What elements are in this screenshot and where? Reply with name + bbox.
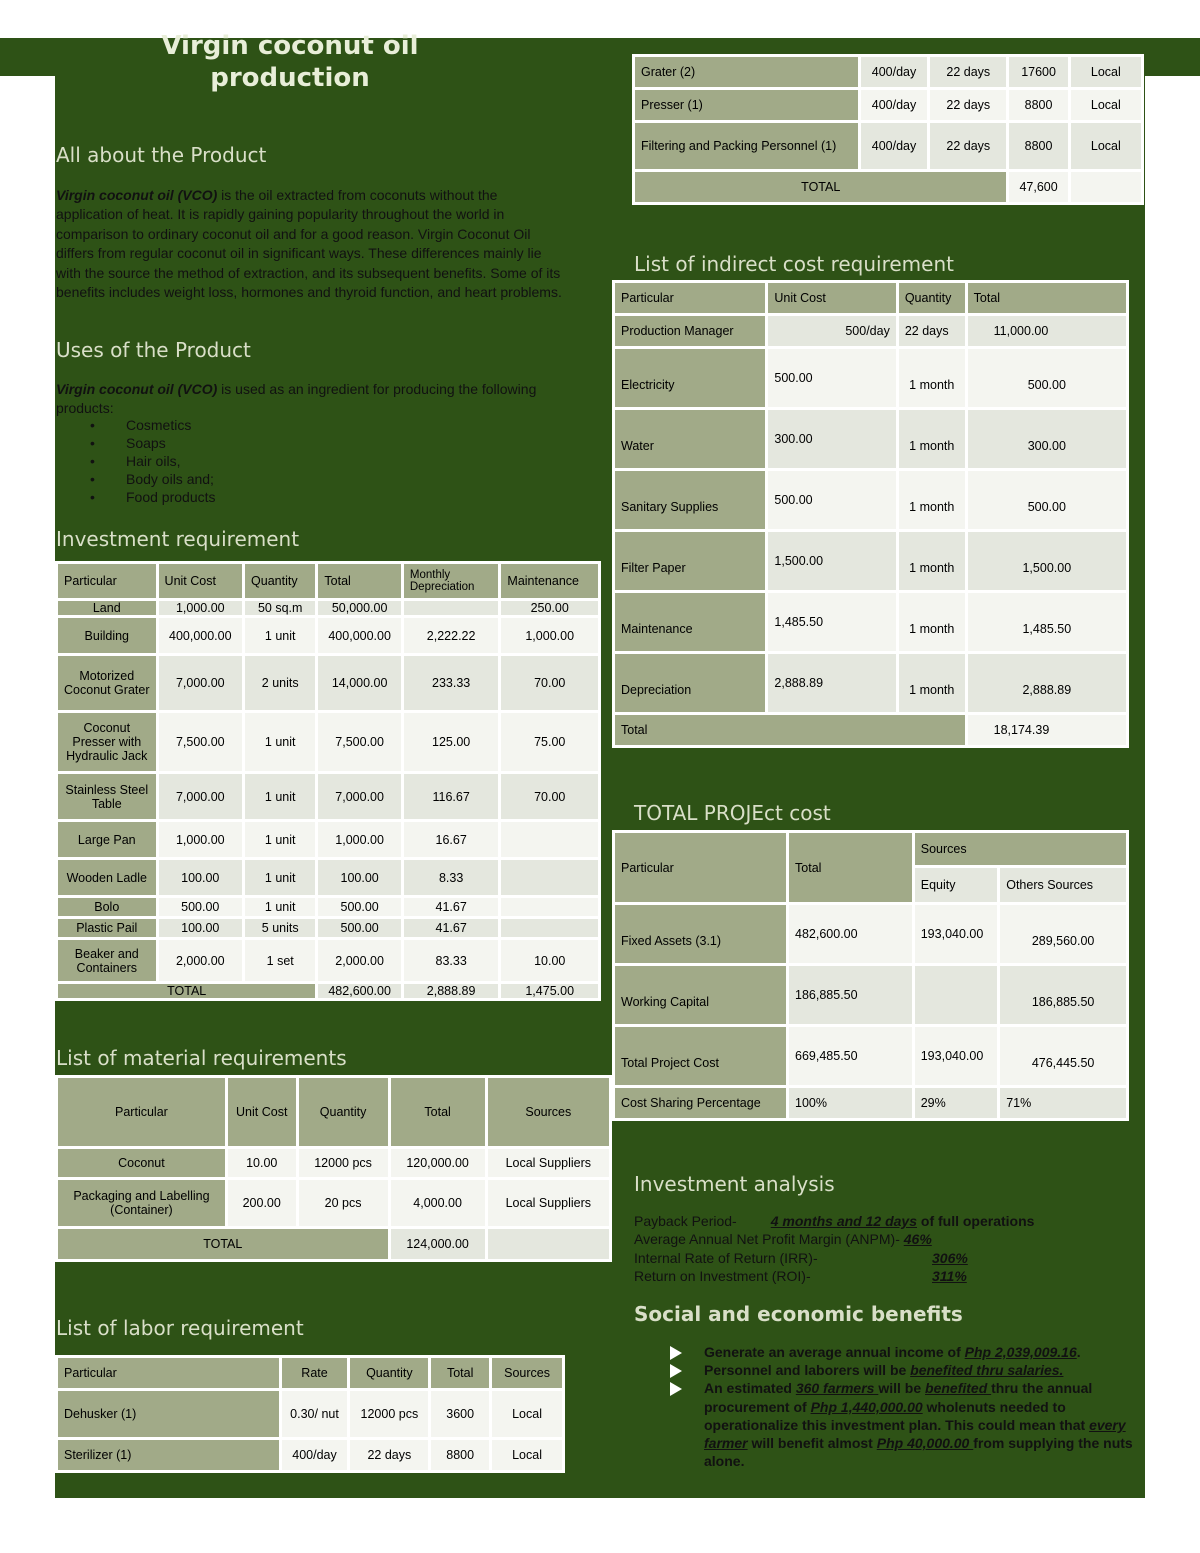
cell: 8800: [431, 1440, 489, 1470]
benefit-value: benefited thru salaries.: [910, 1362, 1064, 1379]
cell: 500/day: [768, 316, 895, 346]
header-cell: Total: [789, 833, 912, 902]
benefit-text: Generate an average annual income of: [704, 1344, 965, 1360]
payback-value: 4 months and 12 days: [770, 1213, 917, 1229]
cell: 2,222.22: [404, 618, 499, 653]
cell: 500.00: [968, 471, 1126, 529]
cell: 12000 pcs: [350, 1391, 428, 1437]
material-heading: List of material requirements: [56, 1046, 347, 1070]
cell: 16.67: [404, 822, 499, 857]
table-row: [58, 656, 598, 710]
cell: 1 unit: [245, 618, 315, 653]
cell: 100%: [789, 1088, 912, 1118]
cell: 1 month: [899, 410, 965, 468]
table-row: [58, 898, 598, 916]
list-item: • Food products: [56, 488, 216, 506]
cell: Total Project Cost: [615, 1027, 786, 1085]
material-table: [55, 1075, 612, 1262]
about-paragraph: [56, 186, 568, 302]
header-cell: Monthly Depreciation: [404, 564, 499, 598]
list-item: • Soaps: [56, 434, 216, 452]
arrow-bullet-icon: [670, 1382, 682, 1396]
header-cell: Quantity: [245, 564, 315, 598]
cell: 400/day: [861, 123, 927, 169]
cell: 1 unit: [245, 774, 315, 819]
cell: 500.00: [318, 898, 400, 916]
cell: 500.00: [768, 349, 895, 407]
cell: Depreciation: [615, 654, 765, 712]
arrow-bullet-icon: [670, 1346, 682, 1360]
cell: 50,000.00: [318, 601, 400, 615]
cell: 116.67: [404, 774, 499, 819]
cell: Filtering and Packing Personnel (1): [635, 123, 858, 169]
cell: 18,174.39: [968, 715, 1126, 745]
table-row: [615, 905, 1126, 963]
cell: Electricity: [615, 349, 765, 407]
indirect-heading: List of indirect cost requirement: [634, 252, 954, 276]
cell: 400/day: [861, 90, 927, 120]
cell: 8800: [1009, 90, 1067, 120]
header-cell: Total: [318, 564, 400, 598]
total-label: TOTAL: [635, 172, 1006, 202]
roi-line: [634, 1267, 967, 1285]
cell: Dehusker (1): [58, 1391, 279, 1437]
cell: 2,000.00: [159, 940, 242, 981]
cell: 400,000.00: [318, 618, 400, 653]
cell: 1,000.00: [159, 822, 242, 857]
benefit-value: Php 2,039,009.16: [964, 1344, 1077, 1360]
cell: 22 days: [350, 1440, 428, 1470]
cell: Sanitary Supplies: [615, 471, 765, 529]
cell: 75.00: [501, 713, 598, 771]
cell: [501, 822, 598, 857]
cell: [501, 898, 598, 916]
investment-heading: Investment requirement: [56, 527, 300, 551]
about-lead: Virgin coconut oil (VCO): [56, 187, 218, 203]
cell: 50 sq.m: [245, 601, 315, 615]
header-cell: Total: [391, 1078, 485, 1146]
cell: Coconut: [58, 1149, 225, 1177]
list-item: • Hair oils,: [56, 452, 216, 470]
cell: 1 month: [899, 532, 965, 590]
table-row: [615, 654, 1126, 712]
cell: 1,485.50: [968, 593, 1126, 651]
header-cell: Particular: [615, 283, 765, 313]
header-cell: Total: [431, 1358, 489, 1388]
benefit-value: every farmer: [704, 1416, 1126, 1452]
header-cell: Quantity: [899, 283, 965, 313]
cell: 22 days: [930, 57, 1006, 87]
about-text: is the oil extracted from coconuts without the application of heat. It is rapidly gaining popularity throughout the world in comparison to ordinary coconut oil and for a good reason. Virgin Coconut Oil differs from regular coconut oil in significant ways. These differences mainly lie with the source the method of extraction, and its subsequent benefits. Some of its benefits includes weight loss, hormones and thyroid function, and heart problems.: [56, 187, 562, 301]
benefit-value: Php 40,000.00: [876, 1435, 974, 1452]
benefit-text: .: [1076, 1344, 1081, 1360]
cell: [501, 919, 598, 937]
table-total-row: [58, 984, 598, 998]
benefit-text: thru the annual procurement of: [704, 1380, 1093, 1415]
labor-heading: List of labor requirement: [56, 1316, 304, 1340]
benefit-text: will benefit almost: [747, 1435, 877, 1452]
benefits-heading: Social and economic benefits: [634, 1302, 963, 1326]
cell: 2,888.89: [768, 654, 895, 712]
table-row: [58, 822, 598, 857]
cell: 47,600: [1009, 172, 1067, 202]
total-label: Total: [615, 715, 965, 745]
cell: 1,475.00: [501, 984, 598, 998]
list-item: • Body oils and;: [56, 470, 216, 488]
cell: 1 month: [899, 654, 965, 712]
cell: [1071, 172, 1141, 202]
header-cell: Particular: [58, 564, 156, 598]
cell: 120,000.00: [391, 1149, 485, 1177]
cell: 1,485.50: [768, 593, 895, 651]
table-row: [615, 1027, 1126, 1085]
cell: 100.00: [159, 860, 242, 895]
table-row: [635, 123, 1141, 169]
table-header-row: [58, 1078, 609, 1146]
irr-label: Internal Rate of Return (IRR)-: [634, 1250, 818, 1266]
labor-table: [55, 1355, 565, 1473]
table-total-row: [635, 172, 1141, 202]
cell: 500.00: [318, 919, 400, 937]
cell: 14,000.00: [318, 656, 400, 710]
table-header-row: [615, 833, 1126, 865]
cell: 250.00: [501, 601, 598, 615]
cell: Motorized Coconut Grater: [58, 656, 156, 710]
payback-suffix: of full operations: [917, 1213, 1035, 1229]
list-item: [634, 1361, 1144, 1379]
roi-label: Return on Investment (ROI)-: [634, 1268, 811, 1284]
cell: Local: [492, 1391, 562, 1437]
header-cell: Particular: [615, 833, 786, 902]
cell: Grater (2): [635, 57, 858, 87]
header-cell: Sources: [488, 1078, 609, 1146]
cell: 669,485.50: [789, 1027, 912, 1085]
cell: Local: [1071, 90, 1141, 120]
page-title-line-1: Virgin coconut oil: [161, 31, 419, 61]
cell: 482,600.00: [789, 905, 912, 963]
labor-table-continued: [632, 54, 1144, 205]
cell: 100.00: [159, 919, 242, 937]
uses-paragraph: [56, 380, 568, 419]
table-row: [58, 601, 598, 615]
table-row: [615, 410, 1126, 468]
cell: 7,000.00: [159, 774, 242, 819]
cell: 22 days: [930, 90, 1006, 120]
cell: Working Capital: [615, 966, 786, 1024]
cell: Large Pan: [58, 822, 156, 857]
table-row: [58, 618, 598, 653]
analysis-heading: Investment analysis: [634, 1172, 835, 1196]
cell: 11,000.00: [968, 316, 1126, 346]
cell: Plastic Pail: [58, 919, 156, 937]
cell: 100.00: [318, 860, 400, 895]
table-header-row: [58, 1358, 562, 1388]
table-row: [58, 1440, 562, 1470]
cell: 300.00: [768, 410, 895, 468]
table-row: [58, 860, 598, 895]
page-title: [120, 30, 460, 94]
cell: 17600: [1009, 57, 1067, 87]
total-label: TOTAL: [58, 1229, 388, 1259]
cell: 41.67: [404, 898, 499, 916]
header-cell: Quantity: [350, 1358, 428, 1388]
cell: 2,000.00: [318, 940, 400, 981]
cell: Presser (1): [635, 90, 858, 120]
cell: Packaging and Labelling (Container): [58, 1180, 225, 1226]
table-row: [615, 966, 1126, 1024]
cell: 1 unit: [245, 822, 315, 857]
benefit-value: 360 farmers: [795, 1380, 879, 1397]
cell: 83.33: [404, 940, 499, 981]
table-row: [615, 1088, 1126, 1118]
cell: 7,000.00: [318, 774, 400, 819]
cell: Local: [1071, 57, 1141, 87]
cell: 8800: [1009, 123, 1067, 169]
cell: 12000 pcs: [299, 1149, 388, 1177]
page-title-line-2: production: [210, 63, 370, 93]
cell: Local Suppliers: [488, 1149, 609, 1177]
cell: Local: [492, 1440, 562, 1470]
cell: 41.67: [404, 919, 499, 937]
project-heading: TOTAL PROJEct cost: [634, 801, 831, 825]
payback-label: Payback Period-: [634, 1213, 737, 1229]
cell: 193,040.00: [915, 1027, 997, 1085]
cell: Fixed Assets (3.1): [615, 905, 786, 963]
cell: 20 pcs: [299, 1180, 388, 1226]
cell: 1 unit: [245, 898, 315, 916]
cell: 70.00: [501, 656, 598, 710]
cell: 1 unit: [245, 860, 315, 895]
cell: Sterilizer (1): [58, 1440, 279, 1470]
cell: 29%: [915, 1088, 997, 1118]
table-row: [58, 919, 598, 937]
cell: 2 units: [245, 656, 315, 710]
cell: 476,445.50: [1000, 1027, 1126, 1085]
roi-value: 311%: [932, 1268, 967, 1284]
cell: 1 month: [899, 471, 965, 529]
table-header-row: [615, 283, 1126, 313]
cell: 193,040.00: [915, 905, 997, 963]
cell: 1,000.00: [501, 618, 598, 653]
cell: 7,500.00: [159, 713, 242, 771]
header-cell: Equity: [915, 868, 997, 902]
table-row: [615, 471, 1126, 529]
cell: [404, 601, 499, 615]
cell: [488, 1229, 609, 1259]
total-label: TOTAL: [58, 984, 315, 998]
cell: 1 month: [899, 349, 965, 407]
cell: 500.00: [159, 898, 242, 916]
cell: 1 month: [899, 593, 965, 651]
cell: 4,000.00: [391, 1180, 485, 1226]
cell: 186,885.50: [789, 966, 912, 1024]
cell: 300.00: [968, 410, 1126, 468]
cell: Building: [58, 618, 156, 653]
cell: 400,000.00: [159, 618, 242, 653]
cell: Local: [1071, 123, 1141, 169]
anpm-value: 46%: [903, 1231, 932, 1247]
cell: 2,888.89: [968, 654, 1126, 712]
cell: 8.33: [404, 860, 499, 895]
cell: 1 unit: [245, 713, 315, 771]
table-row: [635, 57, 1141, 87]
indirect-table: [612, 280, 1129, 748]
cell: [915, 966, 997, 1024]
uses-list: [56, 416, 216, 506]
cell: 70.00: [501, 774, 598, 819]
cell: 482,600.00: [318, 984, 400, 998]
cell: Local Suppliers: [488, 1180, 609, 1226]
cell: 1,000.00: [159, 601, 242, 615]
cell: 1,500.00: [768, 532, 895, 590]
arrow-bullet-icon: [670, 1364, 682, 1378]
cell: 1,000.00: [318, 822, 400, 857]
cell: 22 days: [930, 123, 1006, 169]
investment-table: [55, 561, 601, 1001]
cell: 186,885.50: [1000, 966, 1126, 1024]
table-total-row: [615, 715, 1126, 745]
cell: 7,500.00: [318, 713, 400, 771]
table-row: [58, 713, 598, 771]
cell: Stainless Steel Table: [58, 774, 156, 819]
cell: 400/day: [282, 1440, 348, 1470]
header-cell: Quantity: [299, 1078, 388, 1146]
table-row: [58, 1149, 609, 1177]
irr-value: 306%: [932, 1250, 968, 1266]
table-row: [635, 90, 1141, 120]
cell: Coconut Presser with Hydraulic Jack: [58, 713, 156, 771]
header-cell: Others Sources: [1000, 868, 1126, 902]
cell: [501, 860, 598, 895]
cell: 5 units: [245, 919, 315, 937]
list-item: • Cosmetics: [56, 416, 216, 434]
cell: 500.00: [968, 349, 1126, 407]
cell: 2,888.89: [404, 984, 499, 998]
cell: 200.00: [228, 1180, 296, 1226]
cell: 1,500.00: [968, 532, 1126, 590]
anpm-label: Average Annual Net Profit Margin (ANPM)-: [634, 1231, 904, 1247]
benefit-text: will be: [878, 1380, 926, 1397]
cell: 1 set: [245, 940, 315, 981]
benefits-list: [634, 1343, 1144, 1470]
cell: Cost Sharing Percentage: [615, 1088, 786, 1118]
table-row: [615, 316, 1126, 346]
table-row: [58, 1180, 609, 1226]
cell: Production Manager: [615, 316, 765, 346]
cell: Wooden Ladle: [58, 860, 156, 895]
benefit-value: benefited: [925, 1380, 992, 1397]
payback-period-line: [634, 1212, 1034, 1230]
cell: 71%: [1000, 1088, 1126, 1118]
cell: 10.00: [228, 1149, 296, 1177]
cell: Beaker and Containers: [58, 940, 156, 981]
header-cell: Sources: [492, 1358, 562, 1388]
cell: Land: [58, 601, 156, 615]
uses-text: is used as an ingredient for producing the following products:: [56, 381, 537, 417]
cell: Water: [615, 410, 765, 468]
irr-line: [634, 1249, 968, 1267]
benefit-text: Personnel and laborers will be: [704, 1362, 911, 1379]
table-row: [58, 774, 598, 819]
cell: 124,000.00: [391, 1229, 485, 1259]
cell: 400/day: [861, 57, 927, 87]
table-row: [615, 349, 1126, 407]
benefit-text: wholenuts needed to operationalize this investment plan. This could mean that: [704, 1398, 1090, 1433]
header-cell: Maintenance: [501, 564, 598, 598]
header-cell: Rate: [282, 1358, 348, 1388]
header-cell: Particular: [58, 1078, 225, 1146]
benefit-value: Php 1,440,000.00: [810, 1398, 923, 1415]
about-heading: All about the Product: [56, 143, 267, 167]
cell: 125.00: [404, 713, 499, 771]
table-row: [615, 532, 1126, 590]
cell: Bolo: [58, 898, 156, 916]
cell: 0.30/ nut: [282, 1391, 348, 1437]
anpm-line: [634, 1230, 932, 1248]
uses-lead: Virgin coconut oil (VCO): [56, 381, 218, 397]
header-cell: Unit Cost: [159, 564, 242, 598]
cell: 233.33: [404, 656, 499, 710]
cell: 7,000.00: [159, 656, 242, 710]
cell: 22 days: [899, 316, 965, 346]
table-header-row: [58, 564, 598, 598]
header-cell: Particular: [58, 1358, 279, 1388]
header-cell: Unit Cost: [768, 283, 895, 313]
table-row: [58, 940, 598, 981]
list-item: [634, 1343, 1144, 1361]
project-cost-table: [612, 830, 1129, 1121]
cell: 289,560.00: [1000, 905, 1126, 963]
cell: Filter Paper: [615, 532, 765, 590]
table-total-row: [58, 1229, 609, 1259]
cell: 500.00: [768, 471, 895, 529]
cell: Maintenance: [615, 593, 765, 651]
header-cell: Sources: [915, 833, 1126, 865]
benefit-text: from supplying the nuts alone.: [704, 1435, 1133, 1470]
table-row: [615, 593, 1126, 651]
uses-heading: Uses of the Product: [56, 338, 251, 362]
benefit-text: An estimated: [704, 1380, 796, 1397]
header-cell: Total: [968, 283, 1126, 313]
cell: 3600: [431, 1391, 489, 1437]
list-item: [634, 1379, 1144, 1470]
table-row: [58, 1391, 562, 1437]
cell: 10.00: [501, 940, 598, 981]
header-cell: Unit Cost: [228, 1078, 296, 1146]
